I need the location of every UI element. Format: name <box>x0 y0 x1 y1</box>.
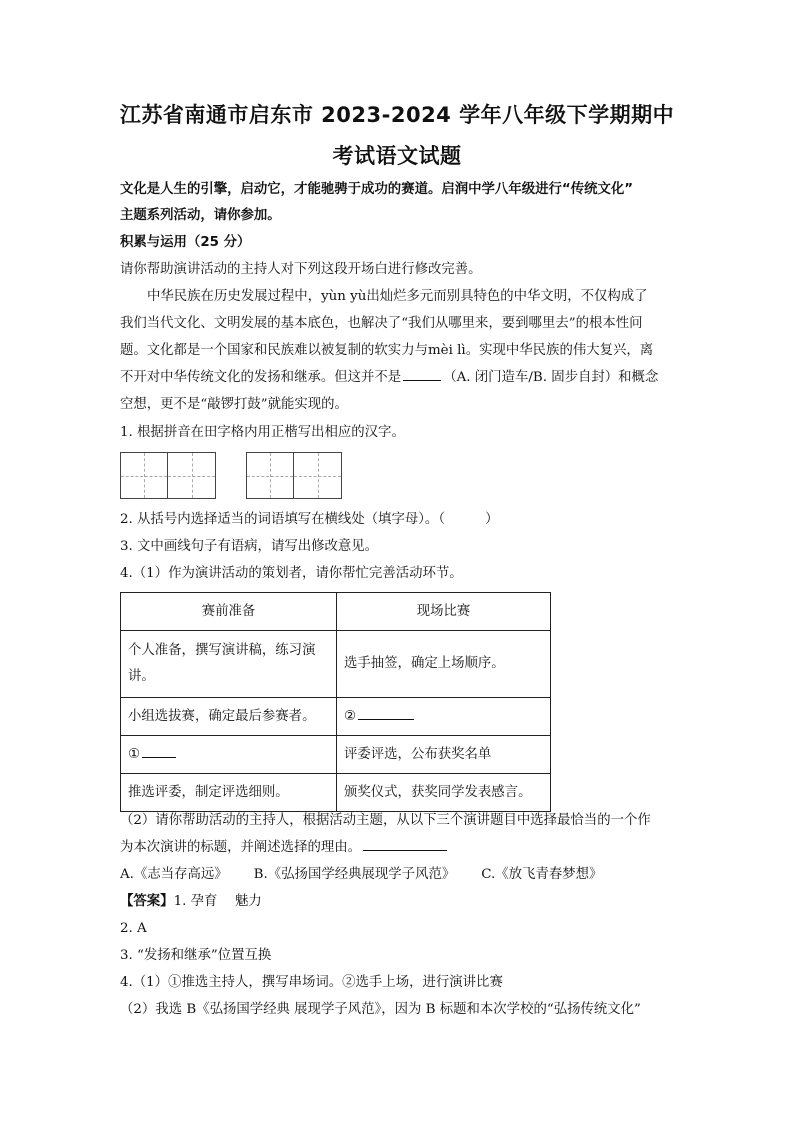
table-row <box>121 698 551 736</box>
option-a: A.《志当存高远》 <box>120 867 228 882</box>
table-cell <box>121 736 337 774</box>
intro-line2: 主题系列活动，请你参加。 <box>120 208 281 223</box>
question-1: 1. 根据拼音在田字格内用正楷写出相应的汉字。 <box>120 425 405 440</box>
question-4: 4.（1）作为演讲活动的策划者，请你帮忙完善活动环节。 <box>120 566 463 581</box>
table-cell: 推选评委，制定评选细则。 <box>121 774 337 812</box>
table-row <box>121 774 551 812</box>
question-4-2-line2 <box>120 836 680 860</box>
table-header-prep: 赛前准备 <box>121 593 337 631</box>
passage-line4-end: （A. 闭门造车/B. 固步自封）和概念 <box>443 370 659 385</box>
answer-1-text: 1. 孕育 魅力 <box>173 894 262 909</box>
blank-label: ① <box>128 746 141 762</box>
table-cell: 个人准备，撰写演讲稿，练习演讲。 <box>121 631 337 698</box>
passage-line2: 我们当代文化、文明发展的基本底色，也解决了“我们从哪里来，要到哪里去”的根本性问 <box>120 316 643 331</box>
question-4-2-text: 为本次演讲的标题，并阐述选择的理由。 <box>120 840 362 855</box>
intro-line1: 文化是人生的引擎，启动它，才能驰骋于成功的赛道。启润中学八年级进行“传统文化” <box>120 182 634 197</box>
question-2: 2. 从括号内选择适当的词语填写在横线处（填字母）。（ ） <box>120 512 499 527</box>
table-cell: 评委评选，公布获奖名单 <box>337 736 551 774</box>
passage-line3: 题。文化都是一个国家和民族难以被复制的软实力与mèi lì。实现中华民族的伟大复兴，离 <box>120 343 654 358</box>
passage-line1: 中华民族在历史发展过程中，yùn yù出灿烂多元而别具特色的中华文明，不仅构成了 <box>147 289 648 304</box>
answer-label: 【答案】 <box>120 894 174 909</box>
table-header-row <box>121 593 551 631</box>
tianzige-cell <box>168 452 216 499</box>
question-3: 3. 文中画线句子有语病，请写出修改意见。 <box>120 539 379 554</box>
option-c: C.《放飞青春梦想》 <box>481 867 603 882</box>
tianzige-cell <box>120 452 168 499</box>
tianzige-grid-1 <box>120 452 216 499</box>
answer-3: 3. “发扬和继承”位置互换 <box>120 948 272 963</box>
table-header-contest: 现场比赛 <box>337 593 551 631</box>
answer-blank <box>358 705 414 720</box>
page-title-line2: 考试语文试题 <box>332 144 462 168</box>
passage-line5: 空想，更不是“敲锣打鼓”就能实现的。 <box>120 397 348 412</box>
answer-blank <box>363 836 447 851</box>
table-cell: 小组选拔赛，确定最后参赛者。 <box>121 698 337 736</box>
question-4-2-line1: （2）请你帮助活动的主持人，根据活动主题，从以下三个演讲题目中选择最恰当的一个作 <box>120 813 651 828</box>
task-instruction: 请你帮助演讲活动的主持人对下列这段开场白进行修改完善。 <box>120 262 482 277</box>
tianzige-grid-2 <box>246 452 342 499</box>
answer-5: （2）我选 B《弘扬国学经典 展现学子风范》，因为 B 标题和本次学校的“弘扬传统文化” <box>120 1002 641 1017</box>
table-cell: 颁奖仪式，获奖同学发表感言。 <box>337 774 551 812</box>
section-heading: 积累与运用（25 分） <box>120 235 251 250</box>
passage-line4 <box>120 366 680 390</box>
table-row <box>121 631 551 698</box>
answer-blank <box>403 366 441 381</box>
activity-table <box>120 592 551 812</box>
options-line <box>120 863 680 887</box>
answer-blank <box>142 743 176 758</box>
tianzige-cell <box>246 452 294 499</box>
answer-2: 2. A <box>120 921 147 936</box>
answer-1 <box>120 890 680 914</box>
answer-4: 4.（1）①推选主持人，撰写串场词。②选手上场，进行演讲比赛 <box>120 975 503 990</box>
table-cell <box>337 698 551 736</box>
table-row <box>121 736 551 774</box>
passage-line4-start: 不开对中华传统文化的发扬和继承。但这并不是 <box>120 370 402 385</box>
option-b: B.《弘扬国学经典展现学子风范》 <box>253 867 456 882</box>
tianzige-cell <box>294 452 342 499</box>
table-cell: 选手抽签，确定上场顺序。 <box>337 631 551 698</box>
page-title-line1: 江苏省南通市启东市 2023-2024 学年八年级下学期期中 <box>119 103 675 127</box>
blank-label: ② <box>344 708 357 724</box>
